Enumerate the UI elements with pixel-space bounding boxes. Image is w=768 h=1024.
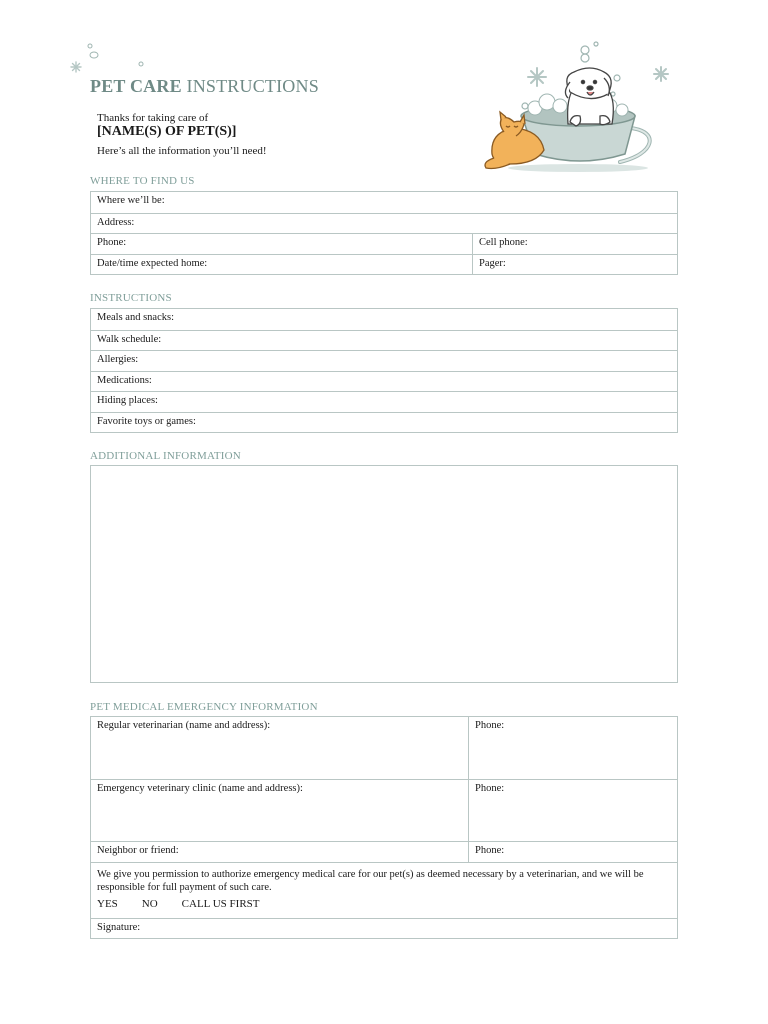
allergies-field[interactable]: Allergies: xyxy=(97,354,139,365)
signature-field[interactable]: Signature: xyxy=(97,922,141,933)
option-call-us-first[interactable]: CALL US FIRST xyxy=(181,898,260,910)
table-row xyxy=(91,717,677,779)
instructions-table xyxy=(90,308,678,433)
permission-options xyxy=(97,898,671,910)
table-row xyxy=(91,862,677,918)
where-to-find-us-label: WHERE TO FIND US xyxy=(90,175,195,187)
meals-field[interactable]: Meals and snacks: xyxy=(97,312,174,323)
walk-schedule-field[interactable]: Walk schedule: xyxy=(97,334,162,345)
title-rest: INSTRUCTIONS xyxy=(186,76,319,96)
medications-field[interactable]: Medications: xyxy=(97,375,152,386)
medical-emergency-table xyxy=(90,716,678,939)
instructions-label: INSTRUCTIONS xyxy=(90,292,172,304)
regular-vet-field[interactable]: Regular veterinarian (name and address): xyxy=(97,720,271,731)
hiding-places-field[interactable]: Hiding places: xyxy=(97,395,158,406)
table-row xyxy=(91,841,677,862)
sparkle-decoration xyxy=(66,40,156,80)
cell-phone-field[interactable]: Cell phone: xyxy=(472,234,677,254)
table-row xyxy=(91,779,677,841)
option-no[interactable]: NO xyxy=(141,898,158,910)
permission-cell xyxy=(91,863,677,918)
address-field[interactable]: Address: xyxy=(97,217,135,228)
intro-pet-names[interactable]: [NAME(S) OF PET(S)] xyxy=(97,124,237,139)
phone-field[interactable]: Phone: xyxy=(97,237,127,248)
neighbor-field[interactable]: Neighbor or friend: xyxy=(97,845,179,856)
option-yes[interactable]: YES xyxy=(97,898,118,910)
table-row xyxy=(91,192,677,213)
table-row xyxy=(91,254,677,274)
medical-emergency-label: PET MEDICAL EMERGENCY INFORMATION xyxy=(90,701,318,713)
table-row xyxy=(91,412,677,432)
permission-text: We give you permission to authorize emergency medical care for our pet(s) as deemed necessary by a veterinarian, and we will be responsible for full payment of such care. xyxy=(97,869,644,893)
table-row xyxy=(91,391,677,412)
intro-info: Here’s all the information you’ll need! xyxy=(97,145,267,157)
dog-bath-cat-illustration xyxy=(470,36,680,176)
where-field[interactable]: Where we’ll be: xyxy=(97,195,165,206)
title-bold: PET CARE xyxy=(90,76,182,96)
table-row xyxy=(91,309,677,330)
table-row xyxy=(91,918,677,938)
table-row xyxy=(91,233,677,254)
table-row xyxy=(91,330,677,350)
emergency-clinic-field[interactable]: Emergency veterinary clinic (name and address): xyxy=(97,783,303,794)
regular-vet-phone-field[interactable]: Phone: xyxy=(468,717,677,779)
emergency-clinic-phone-field[interactable]: Phone: xyxy=(468,780,677,841)
page-title xyxy=(90,76,319,97)
additional-info-label: ADDITIONAL INFORMATION xyxy=(90,450,241,462)
neighbor-phone-field[interactable]: Phone: xyxy=(468,842,677,862)
additional-info-box[interactable] xyxy=(90,465,678,683)
favorite-toys-field[interactable]: Favorite toys or games: xyxy=(97,416,196,427)
table-row xyxy=(91,350,677,371)
where-to-find-us-table xyxy=(90,191,678,275)
table-row xyxy=(91,213,677,233)
pager-field[interactable]: Pager: xyxy=(472,255,677,274)
intro-thanks: Thanks for taking care of xyxy=(97,112,209,124)
date-time-home-field[interactable]: Date/time expected home: xyxy=(97,258,208,269)
table-row xyxy=(91,371,677,391)
